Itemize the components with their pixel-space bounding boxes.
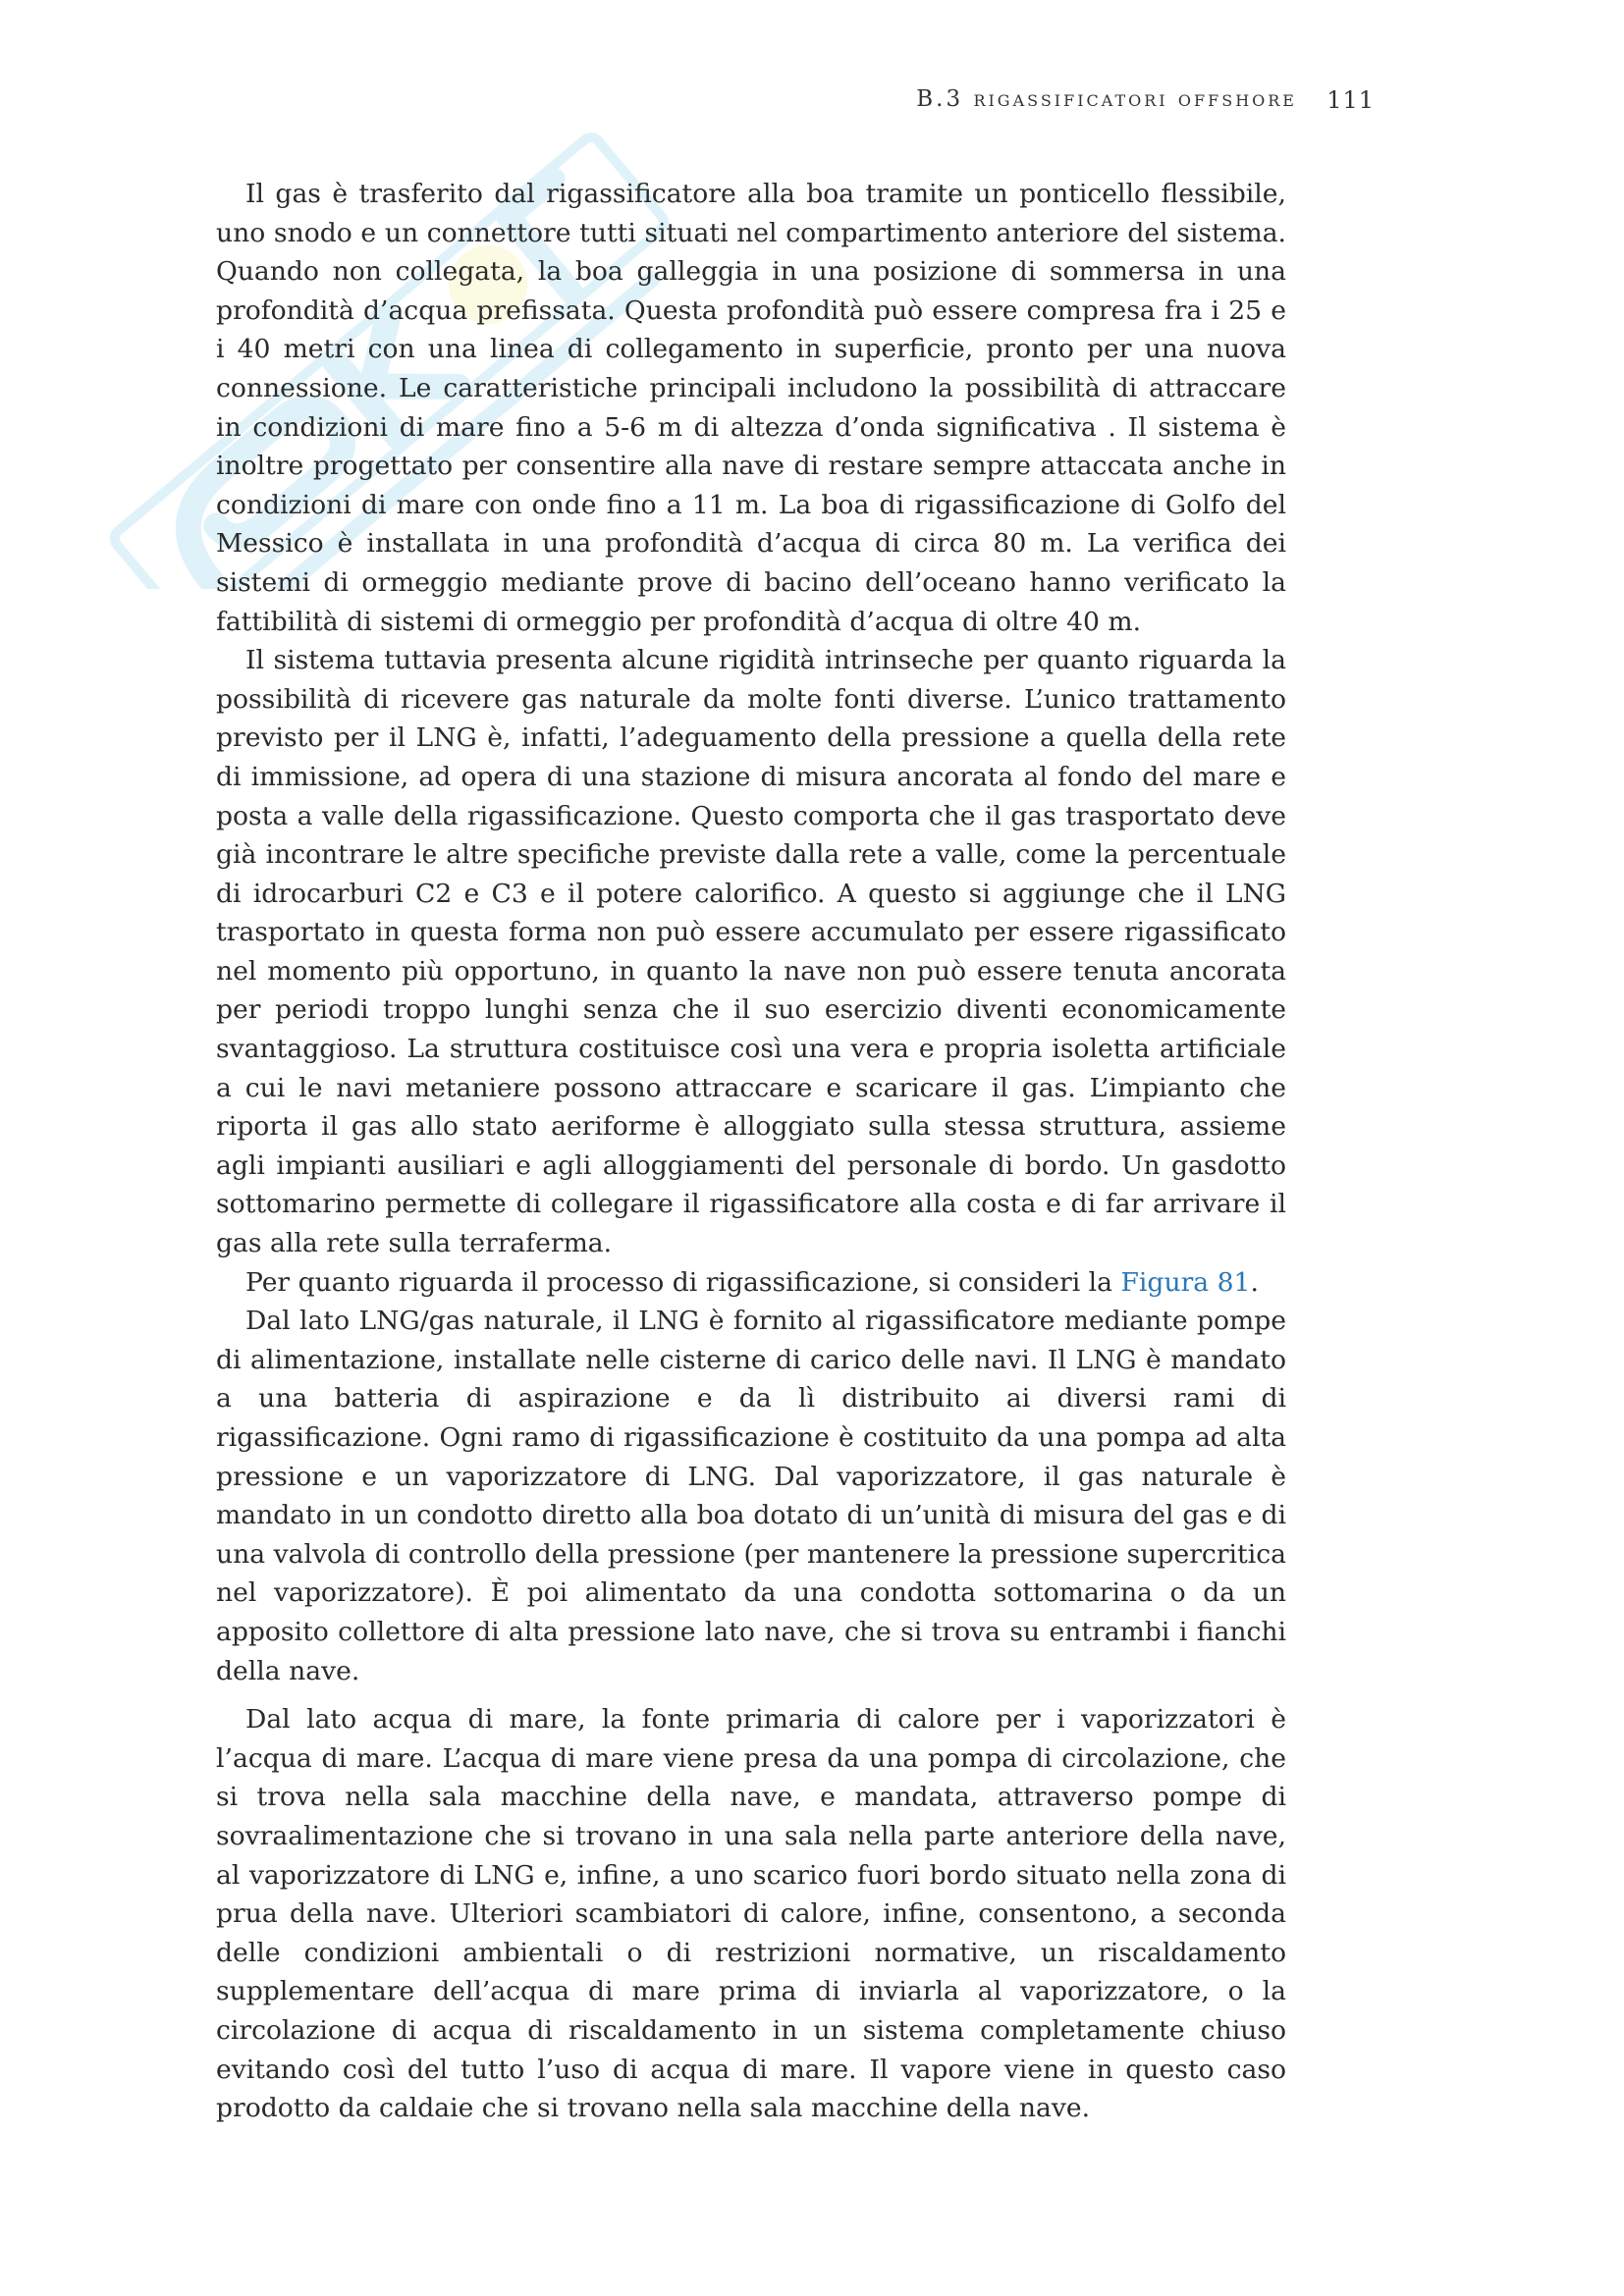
body-text — [216, 175, 1286, 2128]
running-header — [216, 86, 1375, 126]
paragraph-system-rigidity: Il sistema tuttavia presenta alcune rigidità intrinseche per quanto riguarda la possibilità di ricevere gas naturale da molte fonti diverse. L’unico trattamento previsto per il LNG è, infatti, l’adeguamento della pressione a quella della rete di immissione, ad opera di una stazione di misura ancorata al fondo del mare e posta a valle della rigassificazione. Questo comporta che il gas trasportato deve già incontrare le altre specifiche previste dalla rete a valle, come la percentuale di idrocarburi C2 e C3 e il potere calorifico. A questo si aggiunge che il LNG trasportato in questa forma non può essere accumulato per essere rigassificato nel momento più opportuno, in quanto la nave non può essere tenuta ancorata per periodi troppo lunghi senza che il suo esercizio diventi economicamente svantaggioso. La struttura costituisce così una vera e propria isoletta artificiale a cui le navi metaniere possono attraccare e scaricare il gas. L’impianto che riporta il gas allo stato aeriforme è alloggiato sulla stessa struttura, assieme agli impianti ausiliari e agli alloggiamenti del personale di bordo. Un gasdotto sottomarino permette di collegare il rigassificatore alla costa e di far arrivare il gas alla rete sulla terraferma. — [216, 645, 1286, 1259]
figure-reference-text-after: . — [1250, 1266, 1259, 1298]
paragraph-lng-side: Dal lato LNG/gas naturale, il LNG è fornito al rigassificatore mediante pompe di alimentazione, installate nelle cisterne di carico delle navi. Il LNG è mandato a una batteria di aspirazione e da lì distribuito ai diversi rami di rigassificazione. Ogni ramo di rigassificazione è costituito da una pompa ad alta pressione e un vaporizzatore di LNG. Dal vaporizzatore, il gas naturale è mandato in un condotto diretto alla boa dotato di un’unità di misura del gas e di una valvola di controllo della pressione (per mantenere la pressione supercritica nel vaporizzatore). È poi alimentato da una condotta sottomarina o da un apposito collettore di alta pressione lato nave, che si trova su entrambi i fianchi della nave. — [216, 1306, 1286, 1686]
paragraph-seawater-side: Dal lato acqua di mare, la fonte primaria di calore per i vaporizzatori è l’acqua di mare. L’acqua di mare viene presa da una pompa di circolazione, che si trova nella sala macchine della nave, e mandata, attraverso pompe di sovraalimentazione che si trovano in una sala nella parte anteriore della nave, al vaporizzatore di LNG e, infine, a uno scarico fuori bordo situato nella zona di prua della nave. Ulteriori scambiatori di calore, infine, consentono, a seconda delle condizioni ambientali o di restrizioni normative, un riscaldamento supplementare dell’acqua di mare prima di inviarla al vaporizzatore, o la circolazione di acqua di riscaldamento in un sistema completamente chiuso evitando così del tutto l’uso di acqua di mare. Il vapore viene in questo caso prodotto da caldaie che si trovano nella sala macchine della nave. — [216, 1704, 1286, 2124]
paragraph-figure-reference — [216, 1263, 1286, 1303]
page-number: 111 — [1326, 86, 1375, 114]
section-title: B.3 rigassificatori offshore — [916, 86, 1297, 112]
figure-81-link[interactable]: Figura 81 — [1120, 1266, 1251, 1298]
paragraph-buoy-transfer: Il gas è trasferito dal rigassificatore alla boa tramite un ponticello flessibile, uno snodo e un connettore tutti situati nel compartimento anteriore del sistema. Quando non collegata, la boa galleggia in una posizione di sommersa in una profondità d’acqua prefissata. Questa profondità può essere compresa fra i 25 e i 40 metri con una linea di collegamento in superficie, pronto per una nuova connessione. Le caratteristiche principali includono la possibilità di attraccare in condizioni di mare fino a 5-6 m di altezza d’onda significativa . Il sistema è inoltre progettato per consentire alla nave di restare sempre attaccata anche in condizioni di mare con onde fino a 11 m. La boa di rigassificazione di Golfo del Messico è installata in una profondità d’acqua di circa 80 m. La verifica dei sistemi di ormeggio mediante prove di bacino dell’oceano hanno verificato la fattibilità di sistemi di ormeggio per profondità d’acqua di oltre 40 m. — [216, 179, 1286, 637]
figure-reference-text-before: Per quanto riguarda il processo di rigassificazione, si consideri la — [245, 1266, 1121, 1298]
